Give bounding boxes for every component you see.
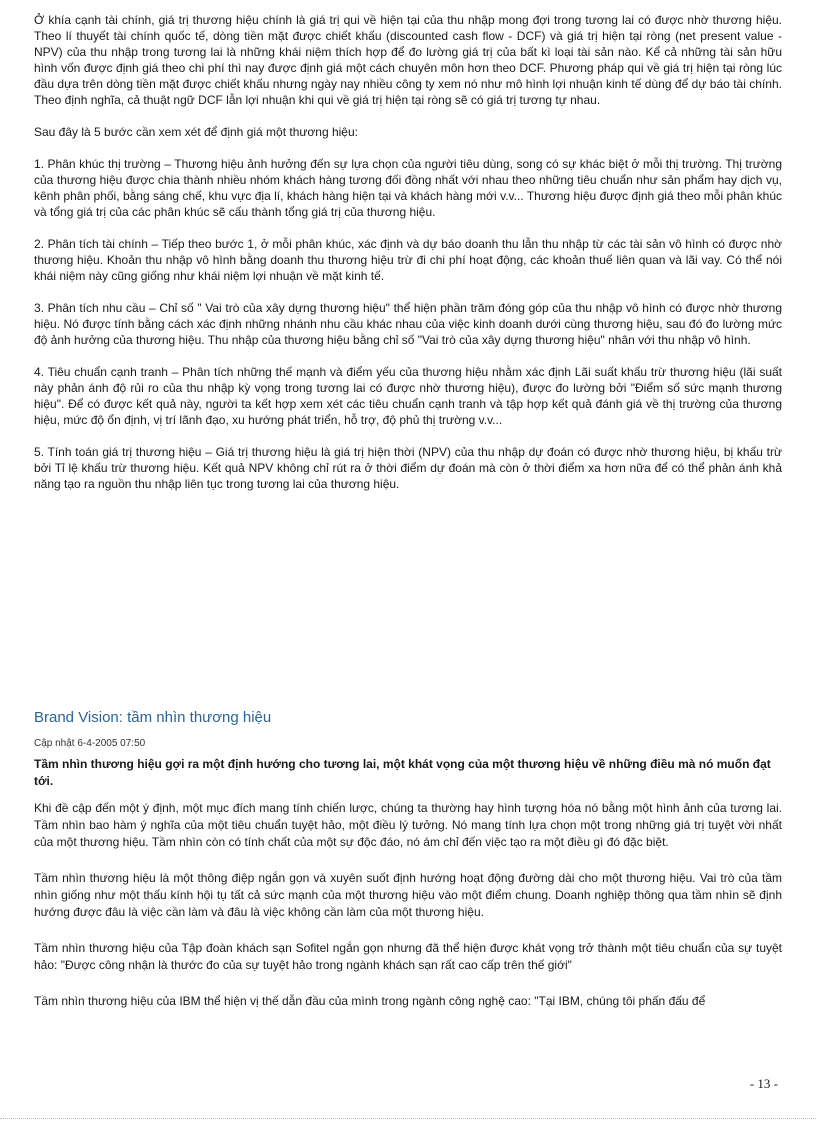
article-paragraph-vision-message: Tầm nhìn thương hiệu là một thông điệp ngắn gọn và xuyên suốt định hướng hoạt động đường dài cho một thương hiệu. Vai trò của tầm nhìn giống như một thấu kính hội tụ tất cả sức mạnh của một thương hiệu vào một điểm chung. Doanh nghiệp thông qua tầm nhìn sẽ định hướng được đâu là việc cần làm và đâu là việc không cần làm của một thương hiệu.: [34, 871, 782, 919]
article-title: Brand Vision: tầm nhìn thương hiệu: [34, 709, 272, 726]
paragraph-step-5: 5. Tính toán giá trị thương hiệu – Giá trị thương hiệu là giá trị hiện thời (NPV) của thu nhập dự đoán có được nhờ thương hiệu, bị khấu trừ bởi Tỉ lệ khấu trừ thương hiệu. Kết quả NPV không chỉ rút ra ở thời điểm dự đoán mà còn ở thời điểm xa hơn nữa để có thể phản ánh khả năng tạo ra nguồn thu nhập liên tục trong tương lai của thương hiệu.: [34, 445, 782, 491]
article-paragraph-sofitel: Tầm nhìn thương hiệu của Tập đoàn khách sạn Sofitel ngắn gọn nhưng đã thể hiện được khát vọng trở thành một tiêu chuẩn của sự tuyệt hảo: "Được công nhận là thước đo của sự tuyệt hảo trong ngành khách sạn rất cao cấp trên thế giới": [34, 941, 782, 972]
paragraph-financial-aspect: Ở khía cạnh tài chính, giá trị thương hiệu chính là giá trị qui về hiện tại của thu nhập mong đợi trong tương lai có được nhờ thương hiệu. Theo lí thuyết tài chính quốc tế, dòng tiền mặt được chiết khấu (discounted cash flow - DCF) và giá trị hiện tại ròng (net present value - NPV) của thu nhập trong tương lai là những khái niệm thích hợp để đo lường giá trị của bất kì loại tài sản nào. Kể cả những tài sản hữu hình vốn được định giá theo chi phí thì nay được định giá một cách chuyên môn hơn theo DCF. Phương pháp qui về giá trị hiện tại ròng lúc đầu dựa trên dòng tiền mặt được chiết khấu nhưng ngày nay nhiều công ty xem nó như mô hình lợi nhuận kinh tế dùng để dự báo tài chính. Theo định nghĩa, cả thuật ngữ DCF lẫn lợi nhuận khi qui về giá trị hiện tại ròng sẽ có giá trị tương tự nhau.: [34, 13, 782, 107]
paragraph-step-2: 2. Phân tích tài chính – Tiếp theo bước 1, ở mỗi phân khúc, xác định và dự báo doanh thu lẫn thu nhập từ các tài sản vô hình có được nhờ thương hiệu. Khoản thu nhập vô hình bằng doanh thu thương hiệu trừ đi chi phí hoạt động, các khoản thuế liên quan và lãi vay. Có thể nói khái niệm này cũng giống như khái niệm lợi nhuận về mặt kinh tế.: [34, 237, 782, 283]
page-bottom-divider: [0, 1118, 816, 1119]
article-paragraph-vision-definition: Khi đề cập đến một ý định, một mục đích mang tính chiến lược, chúng ta thường hay hình tượng hóa nó bằng một hình ảnh của tương lai. Tầm nhìn bao hàm ý nghĩa của một tiêu chuẩn tuyệt hảo, một điều lý tưởng. Nó mang tính lựa chọn một trong những giá trị tuyệt vời nhất của một thương hiệu. Tầm nhìn còn có tính chất của một sự độc đáo, nó ám chỉ đến việc tạo ra một điều gì đó đặc biệt.: [34, 801, 782, 849]
paragraph-five-steps-intro: Sau đây là 5 bước cần xem xét để định giá một thương hiệu:: [34, 125, 358, 139]
paragraph-step-1: 1. Phân khúc thị trường – Thương hiệu ảnh hưởng đến sự lựa chọn của người tiêu dùng, song có sự khác biệt ở mỗi thị trường. Thị trường của thương hiệu được chia thành nhiều nhóm khách hàng tương đối đồng nhất với nhau theo những tiêu chuẩn như sản phẩm hay dịch vụ, kênh phân phối, bằng sáng chế, khu vực địa lí, khách hàng hiện tại và khách hàng mới v.v... Thương hiệu được định giá theo mỗi phân khúc và tổng giá trị của các phân khúc sẽ cấu thành tổng giá trị của thương hiệu.: [34, 157, 782, 219]
article-lead: Tầm nhìn thương hiệu gợi ra một định hướng cho tương lai, một khát vọng của một thương hiệu về những điều mà nó muốn đạt tới.: [34, 757, 771, 788]
article-date: Cập nhật 6-4-2005 07:50: [34, 738, 146, 749]
article-body: [34, 800, 782, 1010]
article-paragraph-ibm: Tầm nhìn thương hiệu của IBM thể hiện vị thế dẫn đầu của mình trong ngành công nghệ cao: "Tại IBM, chúng tôi phấn đấu để: [34, 994, 706, 1008]
page-number: - 13 -: [749, 1076, 778, 1091]
paragraph-step-3: 3. Phân tích nhu cầu – Chỉ số " Vai trò của xây dựng thương hiệu" thể hiện phần trăm đóng góp của thu nhập vô hình có được nhờ thương hiệu. Nó được tính bằng cách xác định những nhánh nhu cầu khác nhau của việc kinh doanh dưới cùng thương hiệu, sau đó đo lường mức độ ảnh hưởng của thương hiệu. Thu nhập của thương hiệu bằng chỉ số "Vai trò của xây dựng thương hiệu" nhân với thu nhập vô hình.: [34, 301, 782, 347]
valuation-section: [34, 12, 782, 508]
paragraph-step-4: 4. Tiêu chuẩn cạnh tranh – Phân tích những thế mạnh và điểm yếu của thương hiệu nhằm xác định Lãi suất khấu trừ thương hiệu (lãi suất này phản ánh độ rủi ro của thu nhập kỳ vọng trong tương lai có được nhờ thương hiệu), được đo lường bởi "Điểm số sức mạnh thương hiệu". Để có được kết quả này, người ta kết hợp xem xét các tiêu chuẩn cạnh tranh và tập hợp kết quả đánh giá về thị trường của thương hiệu, mức độ ổn định, vị trí lãnh đạo, xu hướng phát triển, hỗ trợ, độ phủ thị trường v.v...: [34, 365, 782, 427]
